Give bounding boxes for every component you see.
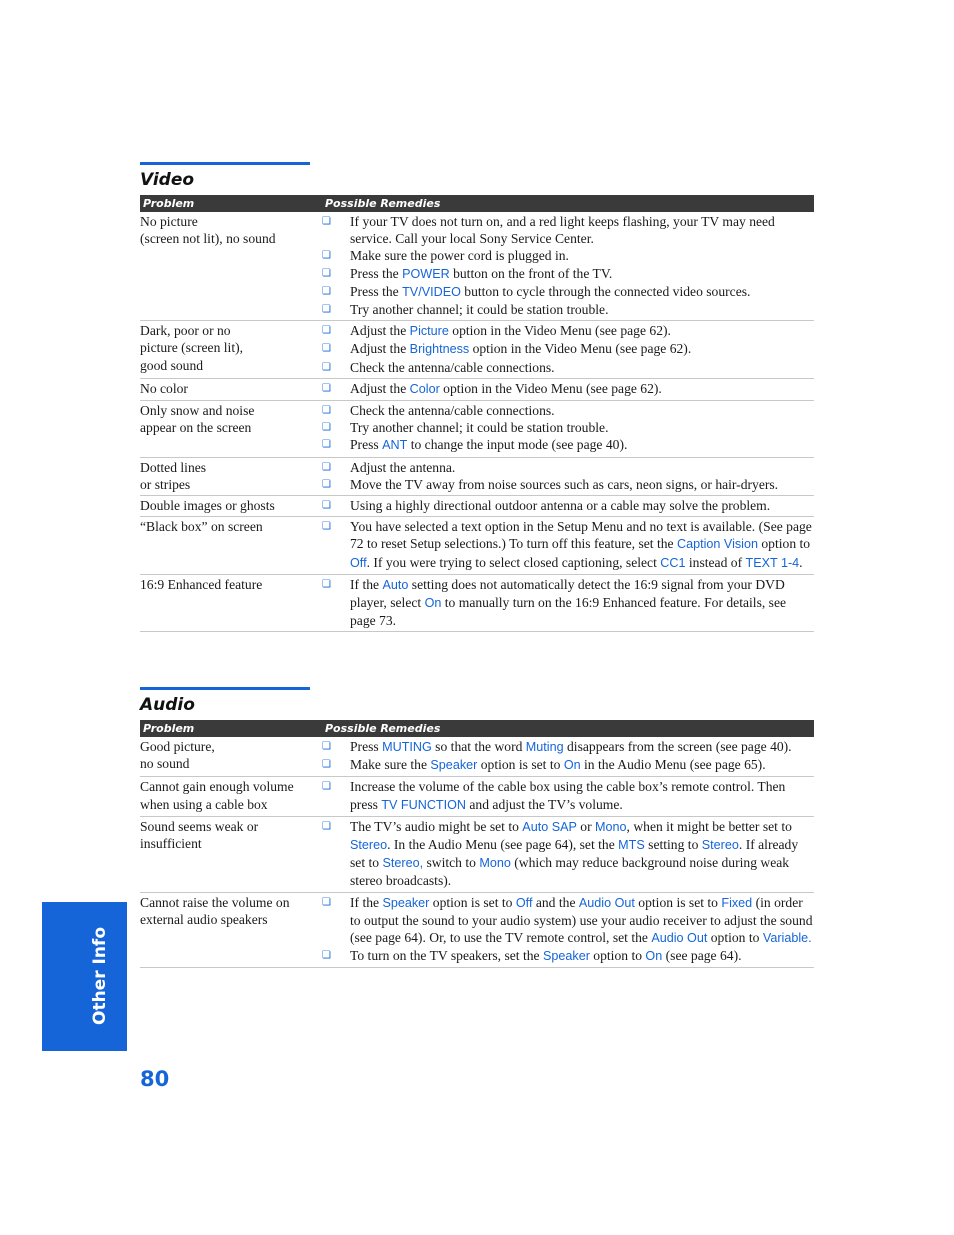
remedy-text-run: Try another channel; it could be station trouble. [350, 420, 609, 436]
remedy-item [322, 340, 814, 358]
remedy-text-run: Press the [350, 265, 403, 281]
section-heading-audio: Audio [140, 695, 195, 715]
remedy-text-run: so that the word [431, 739, 526, 754]
remedy-text [350, 340, 814, 358]
remedy-item [322, 497, 814, 514]
audio-section [140, 687, 814, 968]
problem-cell: No color [140, 380, 188, 396]
remedy-text-run: setting to [644, 837, 702, 853]
table-row [140, 777, 814, 816]
problem-cell: Dark, poor or no picture (screen lit), good sound [140, 323, 244, 373]
column-header-remedies: Possible Remedies [325, 197, 441, 210]
highlighted-term: Speaker [542, 949, 590, 964]
highlighted-term: Audio Out [651, 931, 708, 946]
checkbox-bullet-icon: ❏ [322, 820, 331, 832]
remedy-text [350, 247, 814, 264]
problem-cell: Sound seems weak or insufficient [140, 818, 259, 852]
remedy-text-run: . In the Audio Menu (see page 64), set the [387, 837, 619, 853]
remedy-text [350, 518, 814, 572]
remedy-text-run: Adjust the [350, 341, 410, 357]
remedy-item [322, 419, 814, 436]
remedy-text-run: . If you were trying to select closed captioning, select [366, 554, 661, 570]
highlighted-term: Variable. [762, 931, 812, 946]
highlighted-term: Off [350, 555, 367, 570]
remedy-text [350, 380, 814, 398]
table-row [140, 212, 814, 321]
remedy-text-run: option is set to [634, 894, 722, 910]
table-row [140, 893, 814, 969]
remedy-text-run: Check the antenna/cable connections. [350, 359, 555, 375]
remedy-text [350, 894, 814, 948]
remedy-text-run: option in the Video Menu (see page 62). [448, 323, 671, 339]
highlighted-term: Speaker [430, 758, 478, 773]
highlighted-term: Picture [409, 324, 449, 339]
highlighted-term: Fixed [721, 895, 753, 910]
highlighted-term: Auto [382, 577, 409, 592]
checkbox-bullet-icon: ❏ [322, 950, 331, 962]
remedy-item [322, 213, 814, 247]
highlighted-term: On [424, 596, 442, 611]
highlighted-term: POWER [402, 266, 450, 281]
section-rule [140, 687, 310, 690]
remedy-text-run: in the Audio Menu (see page 65). [580, 757, 766, 773]
remedy-item [322, 380, 814, 398]
table-header [140, 720, 814, 737]
remedy-text-run: If the [350, 894, 383, 910]
remedy-text-run: button to cycle through the connected video sources. [460, 283, 751, 299]
remedy-text [350, 419, 814, 436]
checkbox-bullet-icon: ❏ [322, 382, 331, 394]
highlighted-term: MTS [618, 838, 645, 853]
problem-cell: Only snow and noise appear on the screen [140, 403, 255, 436]
remedy-text-run: , when it might be better set to [626, 818, 792, 834]
remedy-text-run: Using a highly directional outdoor antenna or a cable may solve the problem. [350, 498, 771, 514]
remedy-text-run: setting does not automatically detect the 16:9 signal from your DVD player, select [350, 576, 785, 611]
remedy-text-run: or [576, 818, 596, 834]
highlighted-term: On [645, 949, 663, 964]
remedy-text-run: switch to [423, 855, 480, 871]
remedy-text [350, 402, 814, 419]
problem-cell: No picture (screen not lit), no sound [140, 214, 276, 247]
remedy-text-run: option in the Video Menu (see page 62). [469, 341, 692, 357]
remedy-item [322, 301, 814, 318]
problem-cell: 16:9 Enhanced feature [140, 576, 263, 592]
problem-cell: Dotted lines or stripes [140, 459, 207, 492]
highlighted-term: On [563, 758, 581, 773]
highlighted-term: Auto SAP [522, 819, 577, 834]
remedy-text-run: Make sure the [350, 757, 431, 773]
audio-table-body [140, 737, 814, 968]
highlighted-term: Mono [479, 856, 511, 871]
highlighted-term: MUTING [382, 740, 432, 754]
remedies-cell [322, 213, 814, 318]
sidebar-tab [42, 902, 127, 1051]
highlighted-term: Stereo, [382, 856, 424, 871]
remedy-text-run: . If already set to [350, 837, 799, 871]
highlighted-term: TEXT 1-4 [745, 555, 800, 570]
remedy-text-run: Adjust the [350, 323, 410, 339]
highlighted-term: Audio Out [578, 895, 635, 910]
remedy-text-run: option in the Video Menu (see page 62). [439, 380, 662, 396]
table-row [140, 737, 814, 777]
highlighted-term: Color [409, 381, 440, 396]
remedies-cell [322, 576, 814, 630]
remedy-item [322, 518, 814, 572]
highlighted-term: Caption Vision [677, 537, 758, 552]
checkbox-bullet-icon: ❏ [322, 439, 331, 451]
table-row [140, 401, 814, 458]
remedy-text-run: Make sure the power cord is plugged in. [350, 248, 569, 264]
remedy-text [350, 576, 814, 630]
remedies-cell [322, 322, 814, 376]
checkbox-bullet-icon: ❏ [322, 405, 331, 417]
checkbox-bullet-icon: ❏ [322, 285, 331, 297]
remedy-text-run: Adjust the antenna. [350, 459, 456, 475]
remedy-text [350, 265, 814, 283]
remedies-cell [322, 518, 814, 572]
remedies-cell [322, 402, 814, 455]
column-header-problem: Problem [143, 197, 195, 210]
remedies-cell [322, 459, 814, 493]
table-row [140, 321, 814, 379]
table-row [140, 496, 814, 517]
remedy-text-run: Try another channel; it could be station trouble. [350, 302, 609, 318]
table-row [140, 458, 814, 496]
remedy-text-run: Press the [350, 283, 403, 299]
remedy-text [350, 359, 814, 376]
problem-cell: Cannot raise the volume on external audio speakers [140, 894, 290, 927]
remedy-text [350, 301, 814, 318]
highlighted-term: CC1 [660, 555, 686, 570]
column-header-problem: Problem [143, 722, 195, 735]
remedy-item [322, 283, 814, 301]
remedy-item [322, 947, 814, 965]
remedy-text-run: option to [757, 536, 811, 552]
checkbox-bullet-icon: ❏ [322, 781, 331, 793]
remedy-text-run: option to [707, 930, 763, 946]
remedy-text-run: instead of [685, 554, 746, 570]
remedy-text [350, 322, 814, 340]
highlighted-term: TV/VIDEO [402, 284, 461, 299]
table-row [140, 575, 814, 633]
remedy-item [322, 756, 814, 774]
section-rule [140, 162, 310, 165]
remedy-item [322, 247, 814, 264]
checkbox-bullet-icon: ❏ [322, 461, 331, 473]
remedy-text-run: (in order to output the sound to your audio system) use your audio receiver to adjust the sound (see page 64). Or, to use the TV remote control, set the [350, 894, 813, 946]
checkbox-bullet-icon: ❏ [322, 216, 331, 227]
highlighted-term: TV FUNCTION [381, 797, 466, 812]
checkbox-bullet-icon: ❏ [322, 325, 331, 337]
problem-cell: Double images or ghosts [140, 498, 275, 514]
remedy-text-run: Check the antenna/cable connections. [350, 403, 555, 419]
remedy-text-run: To turn on the TV speakers, set the [350, 948, 543, 964]
section-heading-video: Video [140, 170, 195, 190]
remedy-text [350, 436, 814, 454]
remedy-item [322, 818, 814, 890]
remedy-text [350, 283, 814, 301]
remedy-text-run: The TV’s audio might be set to [350, 818, 523, 834]
remedy-item [322, 359, 814, 376]
remedy-text-run: If your TV does not turn on, and a red light keeps flashing, your TV may need service. Call your local Sony Service Center. [350, 214, 775, 247]
column-header-remedies: Possible Remedies [325, 722, 441, 735]
remedy-text-run: Press [350, 437, 383, 453]
remedy-text-run: to manually turn on the 16:9 Enhanced feature. For details, see page 73. [350, 595, 787, 629]
remedies-cell [322, 778, 814, 813]
checkbox-bullet-icon: ❏ [322, 422, 331, 434]
checkbox-bullet-icon: ❏ [322, 343, 331, 355]
problem-cell: “Black box” on screen [140, 519, 263, 535]
remedy-text [350, 756, 814, 774]
table-header [140, 195, 814, 212]
remedy-text [350, 778, 814, 813]
remedy-item [322, 894, 814, 948]
remedy-text-run: option is set to [429, 894, 516, 910]
highlighted-term: Off [515, 895, 533, 910]
checkbox-bullet-icon: ❏ [322, 500, 331, 512]
remedy-item [322, 778, 814, 813]
checkbox-bullet-icon: ❏ [322, 250, 331, 262]
remedies-cell [322, 894, 814, 966]
table-row [140, 817, 814, 893]
remedy-text-run: Adjust the [350, 380, 410, 396]
checkbox-bullet-icon: ❏ [322, 521, 331, 533]
table-row [140, 517, 814, 575]
remedy-text [350, 818, 814, 890]
remedies-cell [322, 497, 814, 514]
remedy-text-run: and the [532, 894, 579, 910]
remedy-text [350, 476, 814, 493]
remedy-text-run: to change the input mode (see page 40). [407, 437, 628, 453]
checkbox-bullet-icon: ❏ [322, 478, 331, 490]
highlighted-term: Mono [595, 819, 627, 834]
remedy-text-run: Move the TV away from noise sources such as cars, neon signs, or hair-dryers. [350, 476, 779, 492]
remedy-item [322, 459, 814, 476]
problem-cell: Cannot gain enough volume when using a cable box [140, 779, 294, 812]
problem-cell: Good picture, no sound [140, 739, 215, 772]
remedy-text-run: button on the front of the TV. [449, 265, 613, 281]
remedy-text [350, 213, 814, 247]
checkbox-bullet-icon: ❏ [322, 267, 331, 279]
table-row [140, 379, 814, 401]
sidebar-label: Other Info [90, 926, 110, 1026]
checkbox-bullet-icon: ❏ [322, 304, 331, 316]
remedy-item [322, 738, 814, 756]
checkbox-bullet-icon: ❏ [322, 361, 331, 373]
highlighted-term: Brightness [409, 342, 470, 357]
remedy-item [322, 265, 814, 283]
remedy-item [322, 436, 814, 454]
remedies-cell [322, 738, 814, 774]
remedy-text [350, 947, 814, 965]
highlighted-term: Stereo [350, 838, 388, 853]
remedies-cell [322, 380, 814, 398]
remedy-text-run: You have selected a text option in the Setup Menu and no text is available. (See page 72 to reset Setup selections.) To turn off this feature, set the [350, 519, 812, 552]
remedy-text-run: (which may reduce background noise during weak stereo broadcasts). [350, 855, 790, 889]
highlighted-term: Muting [525, 740, 564, 754]
remedy-text-run: and adjust the TV’s volume. [466, 796, 623, 812]
remedy-text [350, 738, 814, 756]
remedy-text-run: Press [350, 739, 383, 754]
remedy-item [322, 402, 814, 419]
page-number: 80 [140, 1067, 170, 1091]
remedies-cell [322, 818, 814, 890]
remedy-text [350, 459, 814, 476]
remedy-text-run: . [799, 554, 803, 570]
remedy-text-run: option to [589, 948, 646, 964]
checkbox-bullet-icon: ❏ [322, 896, 331, 908]
remedy-item [322, 322, 814, 340]
remedy-text-run: Increase the volume of the cable box using the cable box’s remote control. Then press [350, 779, 786, 812]
checkbox-bullet-icon: ❏ [322, 741, 331, 752]
highlighted-term: Stereo [701, 838, 739, 853]
remedy-item [322, 476, 814, 493]
remedy-item [322, 576, 814, 630]
remedy-text-run: disappears from the screen (see page 40). [563, 739, 792, 754]
remedy-text-run: (see page 64). [662, 948, 742, 964]
video-table-body [140, 212, 814, 632]
remedy-text-run: option is set to [477, 757, 564, 773]
remedy-text-run: If the [350, 576, 383, 592]
checkbox-bullet-icon: ❏ [322, 578, 331, 590]
highlighted-term: ANT [382, 438, 408, 453]
remedy-text [350, 497, 814, 514]
video-section [140, 162, 814, 632]
checkbox-bullet-icon: ❏ [322, 759, 331, 771]
highlighted-term: Speaker [382, 895, 430, 910]
